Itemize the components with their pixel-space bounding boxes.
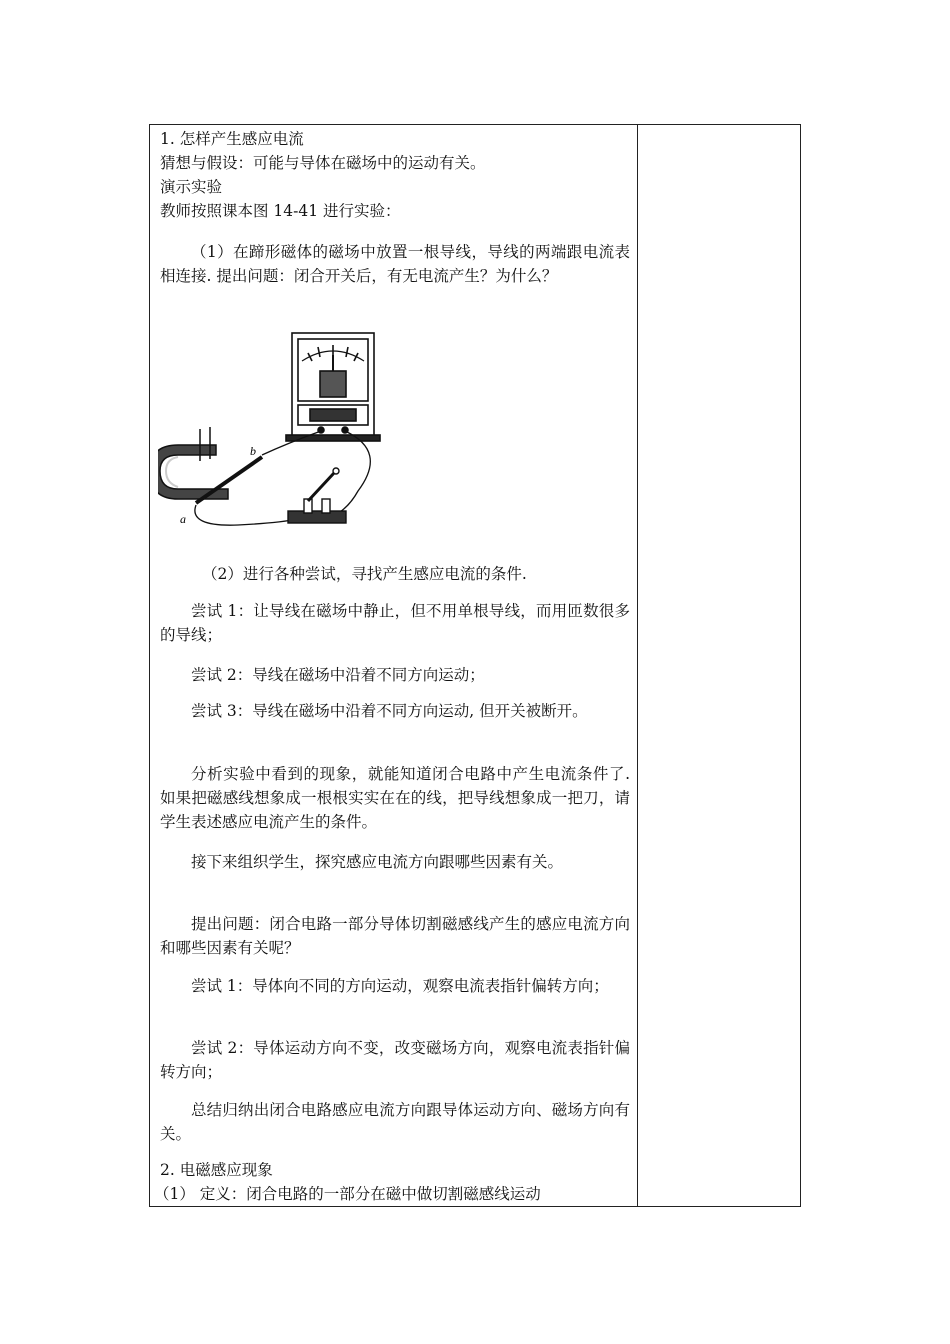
lesson-table — [149, 124, 801, 1207]
content-cell — [150, 125, 637, 1206]
step-2-paragraph: （2）进行各种尝试，寻找产生感应电流的条件. — [202, 565, 527, 583]
label-a: a — [180, 512, 186, 526]
question-paragraph: 提出问题：闭合电路一部分导体切割磁感线产生的感应电流方向和哪些因素有关呢？ — [160, 915, 630, 957]
section-heading-2: 2. 电磁感应现象 — [160, 1161, 273, 1179]
direction-try-1-paragraph: 尝试 1：导体向不同的方向运动，观察电流表指针偏转方向； — [191, 977, 609, 995]
section-heading-1: 1. 怎样产生感应电流 — [160, 130, 304, 148]
label-b: b — [250, 444, 256, 458]
demo-title: 演示实验 — [160, 178, 223, 196]
hypothesis-text: 猜想与假设：可能与导体在磁场中的运动有关。 — [160, 154, 486, 172]
try-1-paragraph: 尝试 1：让导线在磁场中静止，但不用单根导线，而用匝数很多的导线； — [160, 602, 630, 644]
step-1-paragraph: （1）在蹄形磁体的磁场中放置一根导线，导线的两端跟电流表相连接. 提出问题：闭合开关后，有无电流产生？为什么？ — [160, 243, 630, 285]
direction-try-2-paragraph: 尝试 2：导体运动方向不变，改变磁场方向，观察电流表指针偏转方向； — [160, 1039, 630, 1081]
definition-text: （1） 定义：闭合电路的一部分在磁中做切割磁感线运动 — [154, 1185, 541, 1203]
column-divider — [637, 125, 638, 1206]
try-3-paragraph: 尝试 3：导线在磁场中沿着不同方向运动, 但开关被断开。 — [191, 702, 588, 720]
galvanometer-icon — [286, 333, 380, 441]
conclusion-paragraph: 总结归纳出闭合电路感应电流方向跟导体运动方向、磁场方向有关。 — [160, 1101, 630, 1143]
knife-switch-icon — [288, 468, 346, 523]
demo-intro: 教师按照课本图 14-41 进行实验： — [160, 202, 401, 220]
conductor-rod — [196, 457, 262, 503]
analysis-paragraph: 分析实验中看到的现象，就能知道闭合电路中产生电流条件了. 如果把磁感线想象成一根根实实在在的线，把导线想象成一把刀，请学生表述感应电流产生的条件。 — [160, 765, 630, 831]
try-2-paragraph: 尝试 2：导线在磁场中沿着不同方向运动； — [191, 666, 485, 684]
next-paragraph: 接下来组织学生，探究感应电流方向跟哪些因素有关。 — [191, 853, 564, 871]
induction-apparatus-figure — [158, 331, 403, 531]
